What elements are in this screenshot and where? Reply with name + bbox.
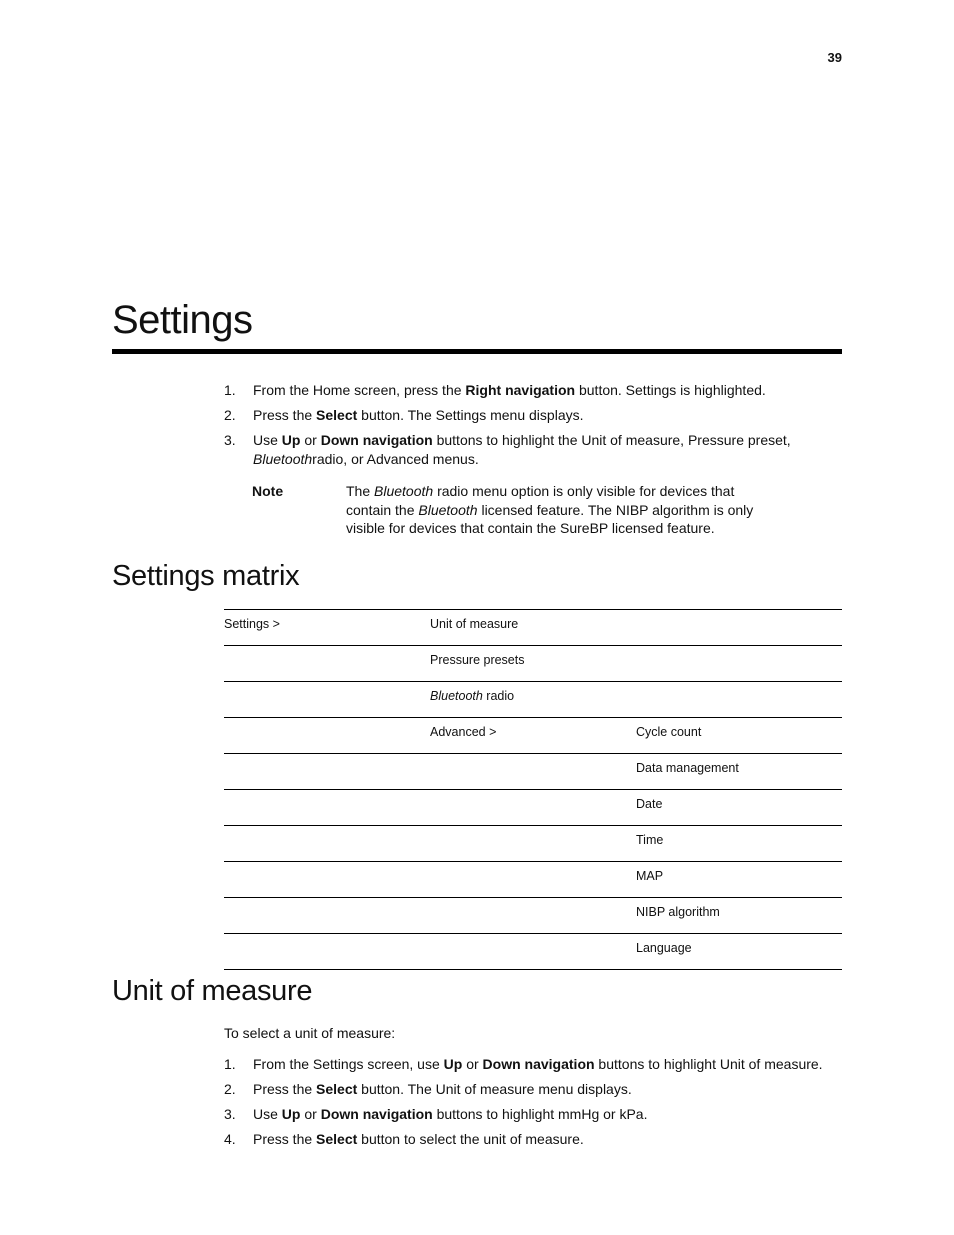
table-row bbox=[224, 934, 842, 970]
step-bold: Select bbox=[316, 407, 358, 423]
step-number: 1. bbox=[224, 382, 236, 398]
table-cell: MAP bbox=[636, 869, 664, 883]
table-cell: Bluetooth radio bbox=[430, 689, 515, 703]
note-label: Note bbox=[252, 483, 284, 499]
table-cell: Advanced > bbox=[430, 725, 497, 739]
step-bold: Select bbox=[316, 1131, 358, 1147]
table-row bbox=[224, 826, 842, 862]
unit-intro-text: To select a unit of measure: bbox=[224, 1025, 396, 1041]
step-text: button. The Unit of measure menu displays. bbox=[357, 1081, 632, 1097]
step-text: Press the bbox=[253, 1131, 317, 1147]
step-italic: Bluetooth bbox=[253, 451, 313, 467]
step-bold: Select bbox=[316, 1081, 358, 1097]
step-text: buttons to highlight mmHg or kPa. bbox=[432, 1106, 648, 1122]
step-text: From the Home screen, press the bbox=[253, 382, 466, 398]
section-title-unit-of-measure: Unit of measure bbox=[112, 975, 313, 1007]
step-bold: Down navigation bbox=[320, 1106, 433, 1122]
table-row bbox=[224, 610, 842, 646]
step-text: button. The Settings menu displays. bbox=[357, 407, 584, 423]
step-text: radio, or Advanced menus. bbox=[312, 451, 479, 467]
step-item bbox=[224, 431, 844, 469]
table-cell: Language bbox=[636, 941, 692, 955]
step-text: Press the bbox=[253, 1081, 317, 1097]
step-text: Press the bbox=[253, 407, 317, 423]
step-number: 4. bbox=[224, 1131, 236, 1147]
step-number: 2. bbox=[224, 407, 236, 423]
table-row bbox=[224, 646, 842, 682]
step-text: Use bbox=[253, 432, 282, 448]
table-row bbox=[224, 718, 842, 754]
page-number: 39 bbox=[827, 50, 842, 65]
step-text: buttons to highlight Unit of measure. bbox=[594, 1056, 823, 1072]
table-cell: Data management bbox=[636, 761, 739, 775]
table-cell: Pressure presets bbox=[430, 653, 525, 667]
step-bold: Up bbox=[443, 1056, 463, 1072]
step-bold: Down navigation bbox=[482, 1056, 595, 1072]
step-item bbox=[224, 406, 844, 425]
step-number: 3. bbox=[224, 432, 236, 448]
step-text: button to select the unit of measure. bbox=[357, 1131, 584, 1147]
step-text: From the Settings screen, use bbox=[253, 1056, 444, 1072]
step-bold: Down navigation bbox=[320, 432, 433, 448]
step-number: 1. bbox=[224, 1056, 236, 1072]
step-number: 2. bbox=[224, 1081, 236, 1097]
step-item bbox=[224, 1130, 844, 1149]
table-cell: NIBP algorithm bbox=[636, 905, 720, 919]
step-text: or bbox=[300, 1106, 321, 1122]
table-cell: Cycle count bbox=[636, 725, 702, 739]
step-number: 3. bbox=[224, 1106, 236, 1122]
step-bold: Up bbox=[281, 432, 301, 448]
table-row bbox=[224, 790, 842, 826]
unit-steps bbox=[224, 1055, 844, 1149]
settings-matrix-table bbox=[224, 609, 842, 970]
table-row bbox=[224, 682, 842, 718]
table-row bbox=[224, 862, 842, 898]
step-text: or bbox=[462, 1056, 483, 1072]
step-text: button. Settings is highlighted. bbox=[575, 382, 766, 398]
section-title-settings-matrix: Settings matrix bbox=[112, 560, 300, 592]
note-body: The Bluetooth radio menu option is only visible for devices that contain the Bluetooth licensed feature. The NIBP algorithm is only visible for devices that contain the SureBP licensed feature. bbox=[346, 483, 754, 536]
step-item bbox=[224, 1055, 844, 1074]
note-box bbox=[252, 482, 842, 538]
page-title: Settings bbox=[112, 298, 842, 354]
step-text: or bbox=[300, 432, 321, 448]
step-item bbox=[224, 381, 844, 400]
step-bold: Right navigation bbox=[465, 382, 576, 398]
table-row bbox=[224, 898, 842, 934]
settings-steps bbox=[224, 381, 844, 469]
table-cell: Date bbox=[636, 797, 663, 811]
table-cell: Unit of measure bbox=[430, 617, 519, 631]
table-cell: Settings > bbox=[224, 617, 280, 631]
step-item bbox=[224, 1105, 844, 1124]
step-text: buttons to highlight the Unit of measure, Pressure preset, bbox=[432, 432, 791, 448]
step-item bbox=[224, 1080, 844, 1099]
table-row bbox=[224, 754, 842, 790]
table-cell: Time bbox=[636, 833, 664, 847]
step-bold: Up bbox=[281, 1106, 301, 1122]
step-text: Use bbox=[253, 1106, 282, 1122]
